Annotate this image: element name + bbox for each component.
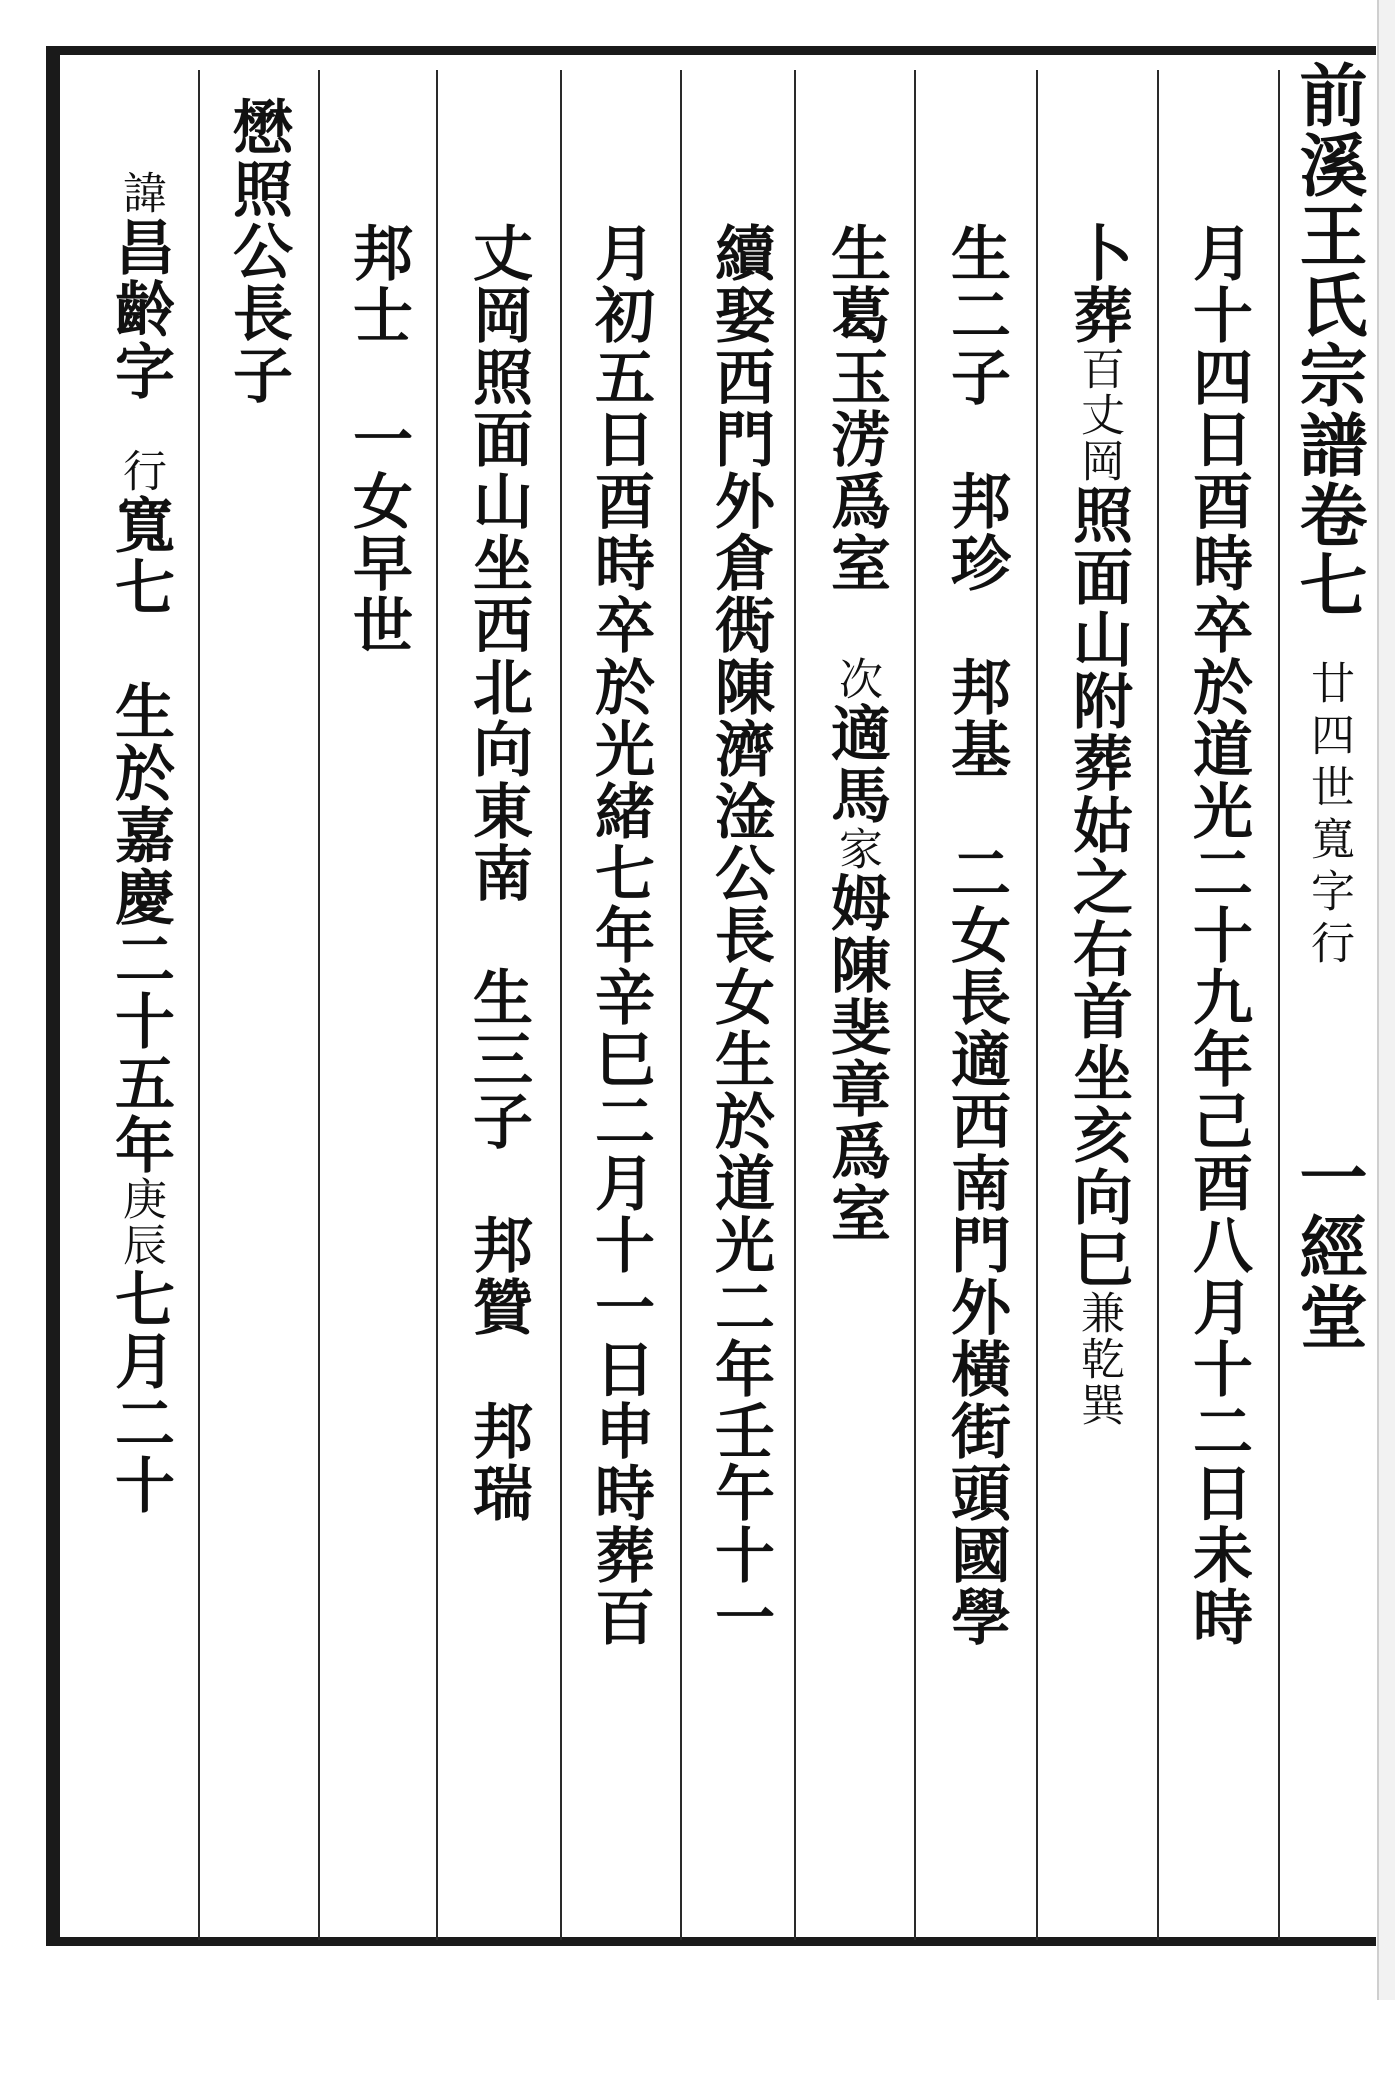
column-text: 丈岡照面山坐西北向東南 生三子 邦贊 邦瑞 [463, 222, 533, 1524]
hall-name: 一經堂 [1288, 1142, 1368, 1352]
column-text: 月十四日酉時卒於道光二十九年己酉八月十二日未時 [1183, 222, 1253, 1648]
text-column-1 [1160, 222, 1276, 2092]
column-text: 續娶西門外倉衖陳濟淦公長女生於道光二年壬午十一 [705, 222, 775, 1648]
column-rule [1036, 70, 1038, 1940]
page-edge [1377, 0, 1395, 2000]
column-text: 昌齡字 [105, 216, 175, 402]
text-column-10 [82, 170, 198, 2040]
column-text-small: 諱 [115, 170, 166, 216]
column-text: 姆陳斐章爲室 [821, 872, 891, 1244]
column-text-small: 次 [831, 656, 882, 702]
column-text: 月初五日酉時卒於光緒七年辛巳二月十一日申時葬百 [585, 222, 655, 1648]
book-title: 前溪王氏宗譜卷七 [1288, 60, 1368, 620]
column-rule [1157, 70, 1159, 1940]
column-text: 懋照公長子 [223, 96, 293, 406]
text-column-3 [918, 222, 1034, 2092]
column-text: 生葛玉淓爲室 [821, 222, 891, 656]
column-text: 照面山附葬姑之右首坐亥向巳 [1063, 484, 1133, 1290]
column-rule [1278, 70, 1280, 1940]
column-text-small: 兼乾巽 [1073, 1290, 1124, 1428]
text-column-5 [682, 222, 798, 2092]
column-rule [436, 70, 438, 1940]
column-text-small: 百丈岡 [1073, 346, 1124, 484]
text-column-6 [562, 222, 678, 2092]
text-column-2 [1040, 222, 1156, 2092]
text-column-4 [798, 222, 914, 2092]
text-column-7 [440, 222, 556, 2092]
header-column [1282, 60, 1374, 1930]
column-text: 卜葬 [1063, 222, 1133, 346]
column-text-small: 庚辰 [115, 1176, 166, 1268]
column-text: 適馬 [821, 702, 891, 826]
column-text: 生二子 邦珍 邦基 二女長適西南門外橫街頭國學 [941, 222, 1011, 1648]
column-text: 邦士 一女早世 [343, 222, 413, 656]
generation-label: 廿四世寬字行 [1303, 660, 1354, 972]
text-column-9 [200, 96, 316, 1966]
text-column-8 [320, 222, 436, 2092]
column-text-small: 家 [831, 826, 882, 872]
column-text: 寬七 生於嘉慶二十五年 [105, 494, 175, 1176]
column-rule [914, 70, 916, 1940]
column-text-small: 行 [115, 402, 166, 494]
column-text: 七月二十 [105, 1268, 175, 1516]
